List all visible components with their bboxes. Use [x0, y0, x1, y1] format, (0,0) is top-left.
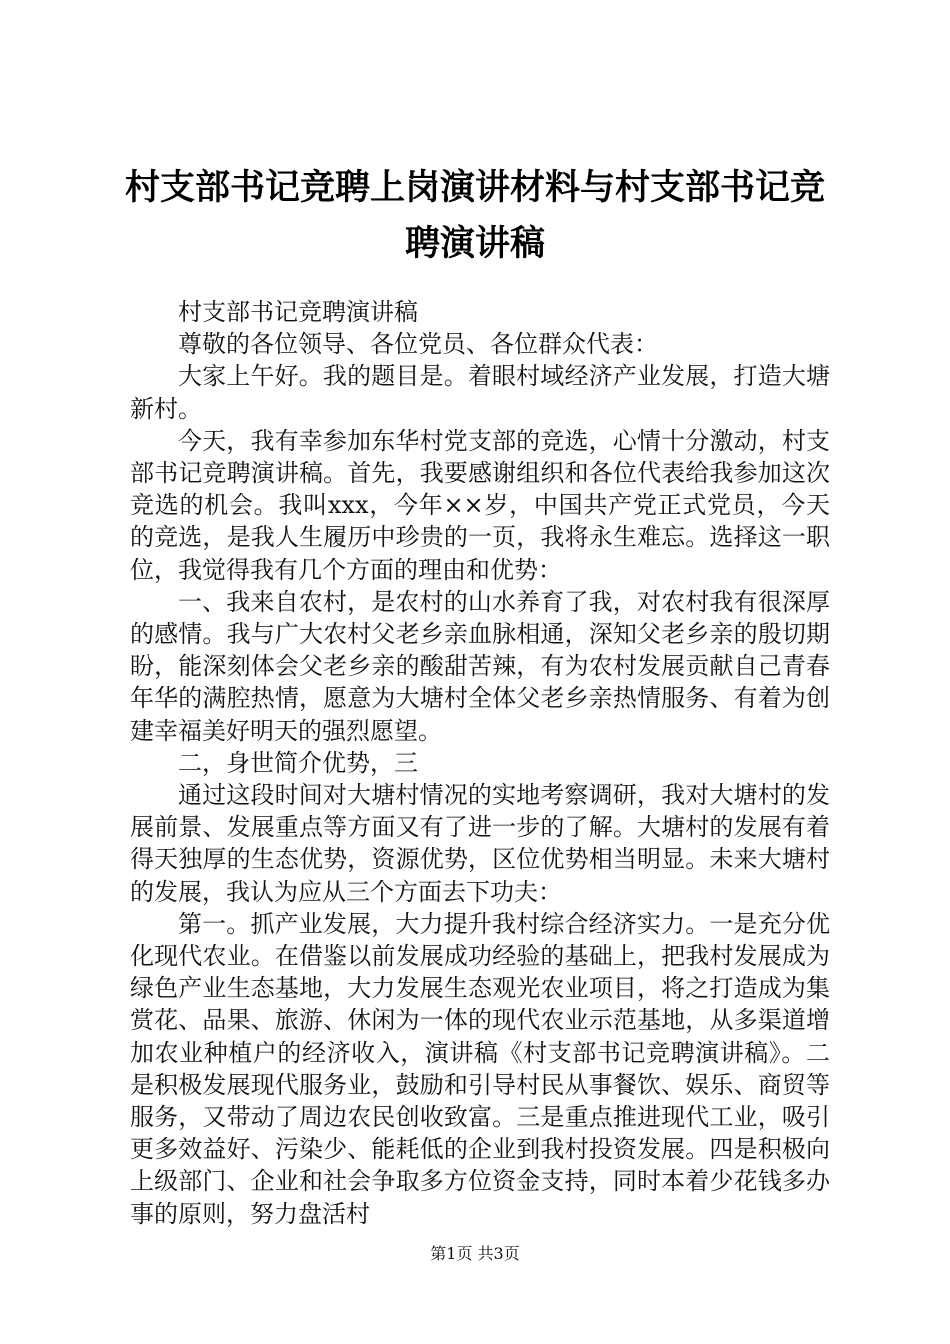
paragraph: 第一。抓产业发展，大力提升我村综合经济实力。一是充分优化现代农业。在借鉴以前发展成功经验的基础上，把我村发展成为绿色产业生态基地，大力发展生态观光农业项目，将之打造成为集赏花、品果、旅游、休闲为一体的现代农业示范基地，从多渠道增加农业种植户的经济收入，演讲稿《村支部书记竞聘演讲稿》。二是积极发展现代服务业，鼓励和引导村民从事餐饮、娱乐、商贸等服务，又带动了周边农民创收致富。三是重点推进现代工业，吸引更多效益好、污染少、能耗低的企业到我村投资发展。四是积极向上级部门、企业和社会争取多方位资金支持，同时本着少花钱多办事的原则，努力盘活村 — [130, 909, 830, 1228]
paragraph: 二，身世简介优势，三 — [178, 748, 418, 777]
paragraph: 大家上午好。我的题目是。着眼村域经济产业发展，打造大塘新村。 — [130, 362, 830, 423]
paragraph: 通过这段时间对大塘村情况的实地考察调研，我对大塘村的发展前景、发展重点等方面又有了进一步的了解。大塘村的发展有着得天独厚的生态优势，资源优势，区位优势相当明显。未来大塘村的发展，我认为应从三个方面去下功夫： — [130, 781, 830, 906]
paragraph: 一、我来自农村，是农村的山水养育了我，对农村我有很深厚的感情。我与广大农村父老乡亲血脉相通，深知父老乡亲的殷切期盼，能深刻体会父老乡亲的酸甜苦辣，有为农村发展贡献自己青春年华的满腔热情，愿意为大塘村全体父老乡亲热情服务、有着为创建幸福美好明天的强烈愿望。 — [130, 587, 830, 745]
page-number-footer: 第1页 共3页 — [430, 1244, 520, 1263]
paragraph: 今天，我有幸参加东华村党支部的竞选，心情十分激动，村支部书记竞聘演讲稿。首先，我要感谢组织和各位代表给我参加这次竞选的机会。我叫xxx，今年××岁，中国共产党正式党员，今天的竞选，是我人生履历中珍贵的一页，我将永生难忘。选择这一职位，我觉得我有几个方面的理由和优势： — [130, 426, 830, 584]
paragraph-subtitle: 村支部书记竞聘演讲稿 — [178, 298, 418, 326]
document-body — [130, 296, 830, 1230]
paragraph-greeting: 尊敬的各位领导、各位党员、各位群众代表： — [178, 330, 658, 359]
document-title: 村支部书记竞聘上岗演讲材料与村支部书记竞聘演讲稿 — [124, 168, 825, 264]
